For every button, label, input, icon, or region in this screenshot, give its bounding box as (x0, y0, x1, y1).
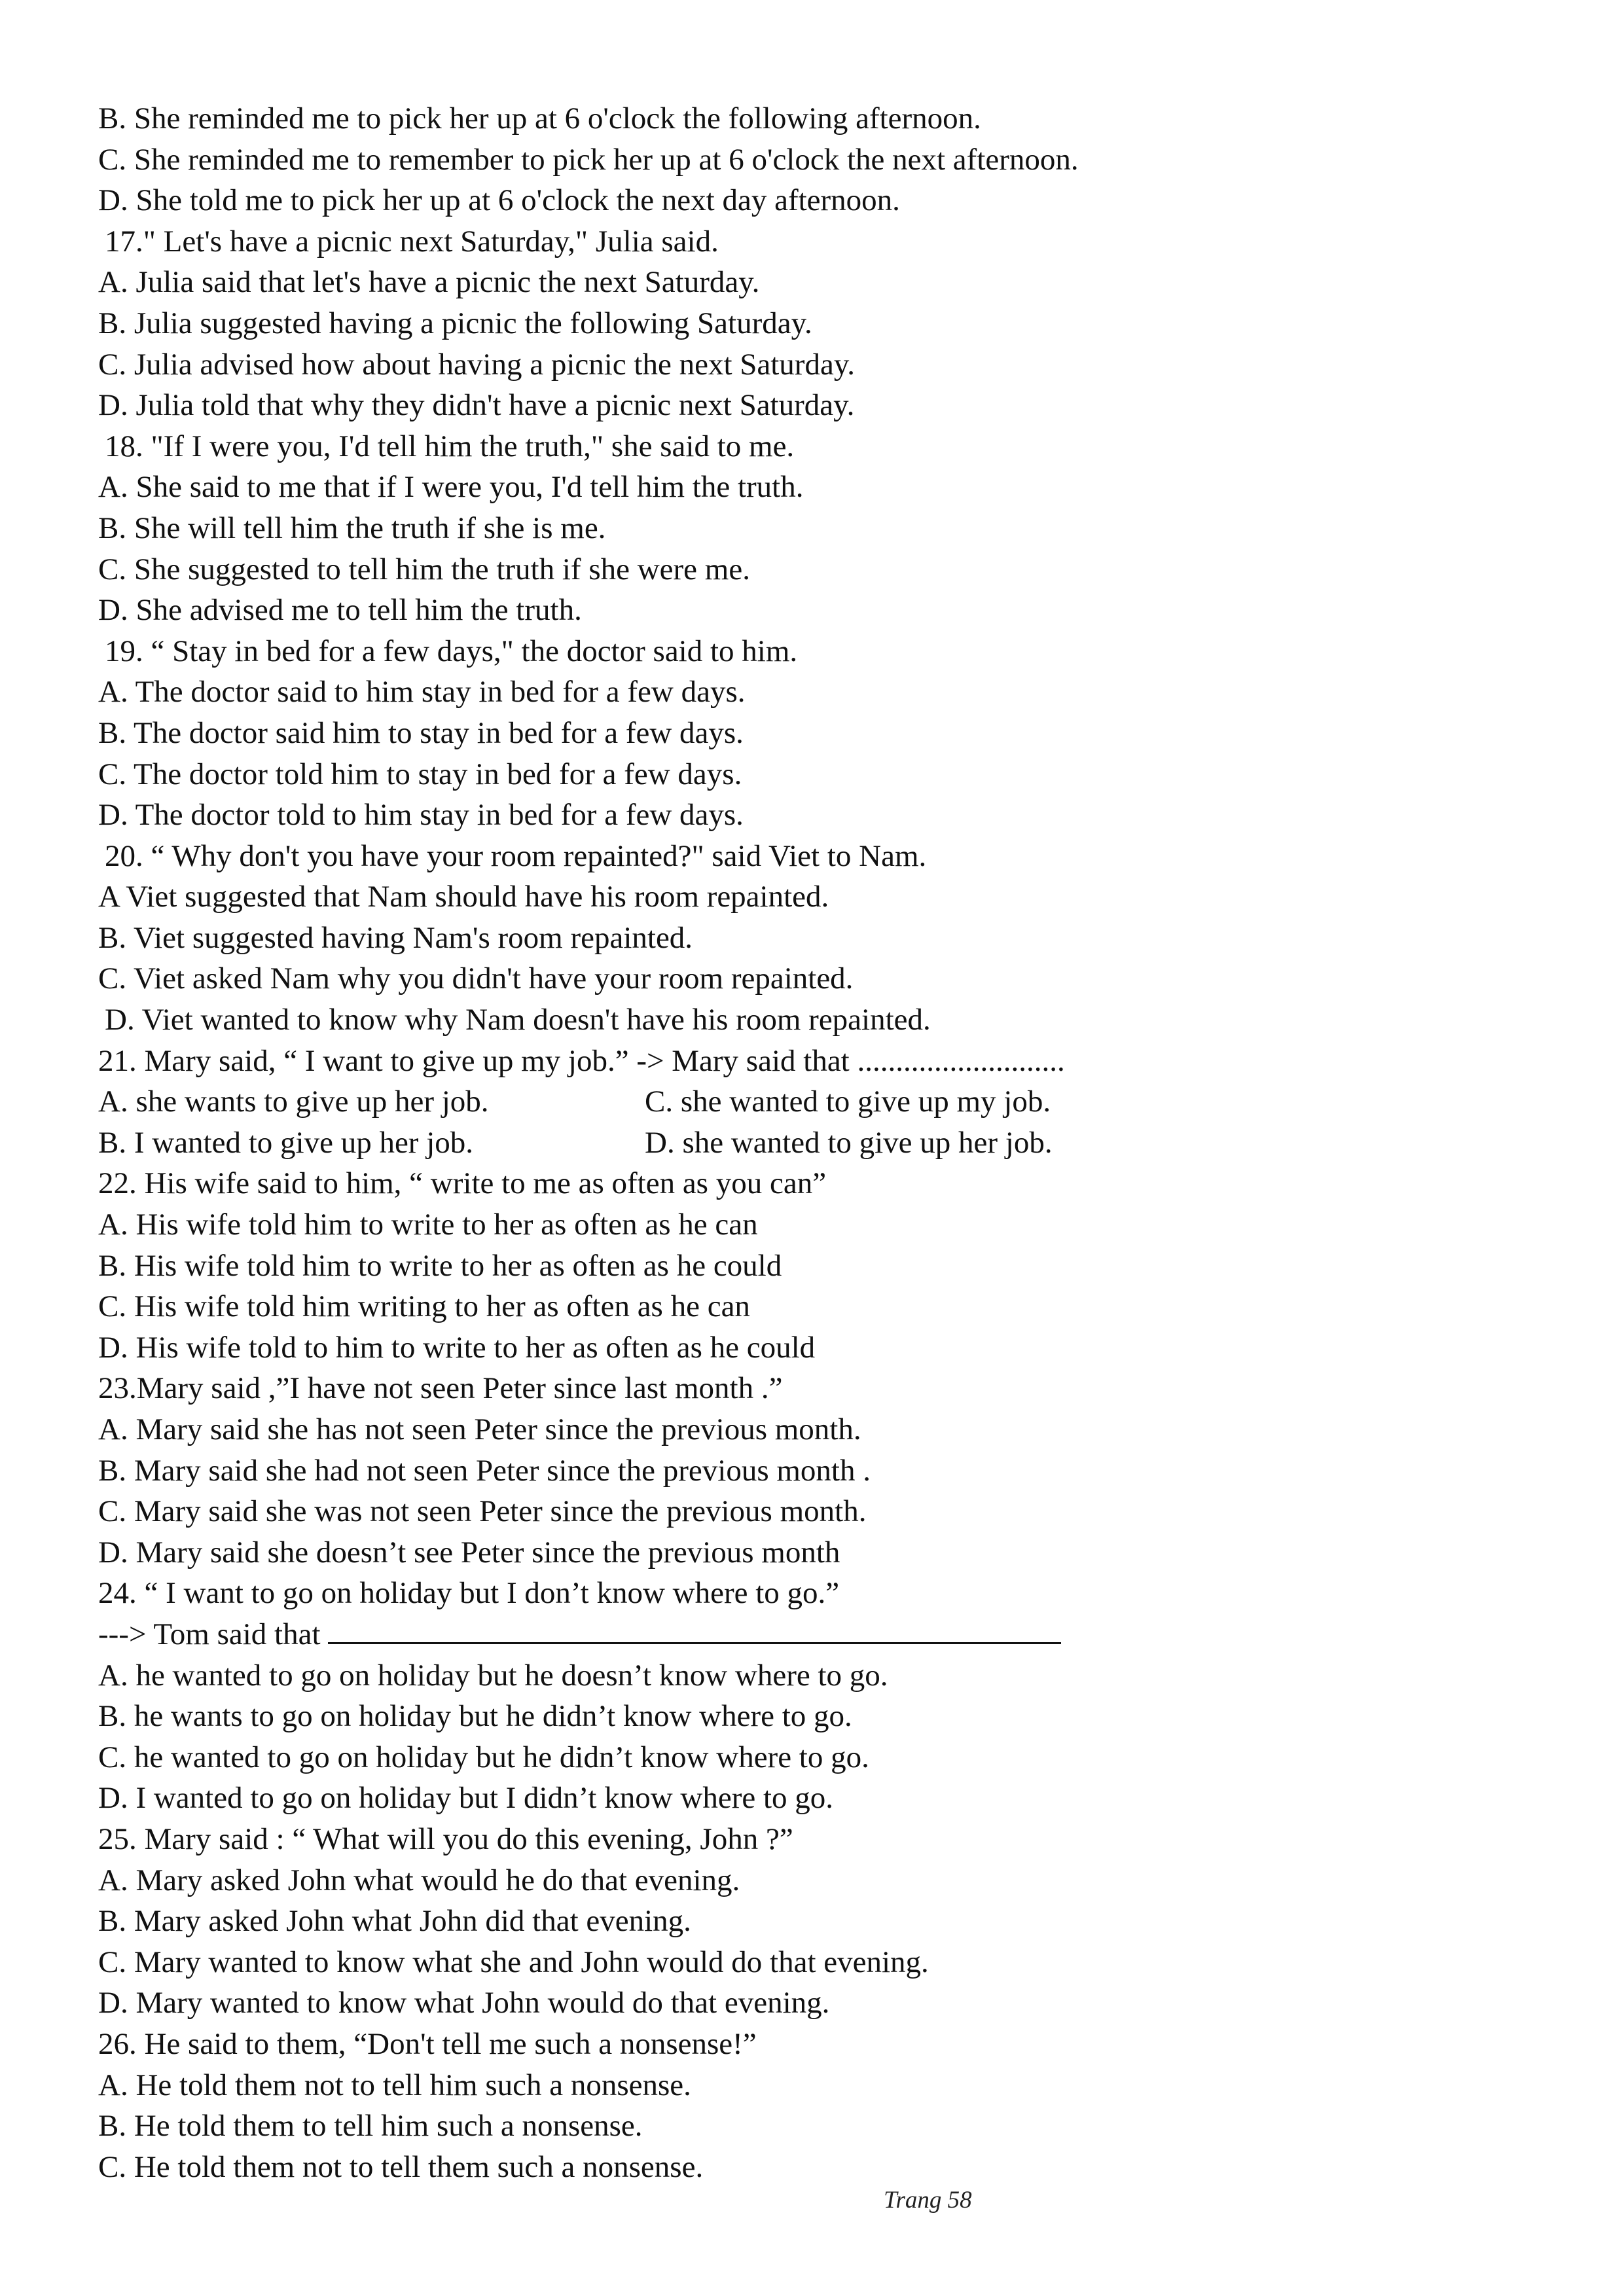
q18-option-d: D. She advised me to tell him the truth. (98, 593, 582, 628)
q24-option-a: A. he wanted to go on holiday but he doesn’t know where to go. (98, 1658, 888, 1693)
q25-option-b: B. Mary asked John what John did that evening. (98, 1904, 691, 1939)
question-22: 22. His wife said to him, “ write to me as often as you can” (98, 1166, 827, 1201)
q26-option-b: B. He told them to tell him such a nonsense. (98, 2109, 643, 2144)
q18-option-b: B. She will tell him the truth if she is me. (98, 511, 606, 545)
question-17: 17." Let's have a picnic next Saturday," Julia said. (105, 224, 719, 259)
q24-option-b: B. he wants to go on holiday but he didn’t know where to go. (98, 1699, 852, 1734)
q17-option-a: A. Julia said that let's have a picnic the next Saturday. (98, 265, 760, 300)
q16-option-c: C. She reminded me to remember to pick her up at 6 o'clock the next afternoon. (98, 142, 1079, 177)
q21-option-c: C. she wanted to give up my job. (645, 1085, 1051, 1119)
q23-option-a: A. Mary said she has not seen Peter since the previous month. (98, 1412, 861, 1446)
q24-prompt-text: ---> Tom said that (98, 1617, 321, 1651)
q24-option-d: D. I wanted to go on holiday but I didn’t know where to go. (98, 1781, 834, 1816)
q16-option-d: D. She told me to pick her up at 6 o'clock the next day afternoon. (98, 183, 900, 218)
q17-option-b: B. Julia suggested having a picnic the following Saturday. (98, 306, 812, 340)
q21-option-d: D. she wanted to give up her job. (645, 1125, 1053, 1160)
q19-option-a: A. The doctor said to him stay in bed for a few days. (98, 675, 746, 709)
q20-option-a: A Viet suggested that Nam should have his room repainted. (98, 880, 829, 914)
question-18: 18. "If I were you, I'd tell him the truth," she said to me. (105, 429, 795, 463)
q22-option-c: C. His wife told him writing to her as often as he can (98, 1289, 750, 1324)
q23-option-c: C. Mary said she was not seen Peter since the previous month. (98, 1494, 867, 1529)
q24-prompt (98, 1614, 1525, 1655)
q17-option-d: D. Julia told that why they didn't have a picnic next Saturday. (98, 388, 855, 423)
q24-option-c: C. he wanted to go on holiday but he didn’t know where to go. (98, 1740, 869, 1774)
q17-option-c: C. Julia advised how about having a picnic the next Saturday. (98, 347, 856, 382)
q22-option-a: A. His wife told him to write to her as often as he can (98, 1208, 758, 1242)
question-20: 20. “ Why don't you have your room repainted?" said Viet to Nam. (105, 838, 927, 873)
q25-option-a: A. Mary asked John what would he do that evening. (98, 1863, 740, 1897)
q20-option-d: D. Viet wanted to know why Nam doesn't have his room repainted. (105, 1003, 931, 1037)
page-number: Trang 58 (884, 2187, 972, 2214)
answer-blank (328, 1616, 1061, 1644)
q26-option-a: A. He told them not to tell him such a nonsense. (98, 2068, 691, 2102)
q23-option-b: B. Mary said she had not seen Peter since the previous month . (98, 1453, 871, 1488)
q22-option-d: D. His wife told to him to write to her as often as he could (98, 1330, 816, 1365)
q21-option-b: B. I wanted to give up her job. (98, 1125, 474, 1160)
q21-options-row-1 (98, 1081, 1525, 1122)
question-21: 21. Mary said, “ I want to give up my job.” -> Mary said that ........................... (98, 1043, 1065, 1078)
question-25: 25. Mary said : “ What will you do this evening, John ?” (98, 1821, 793, 1856)
q22-option-b: B. His wife told him to write to her as often as he could (98, 1248, 782, 1283)
q23-option-d: D. Mary said she doesn’t see Peter since the previous month (98, 1535, 840, 1570)
q16-option-b: B. She reminded me to pick her up at 6 o'clock the following afternoon. (98, 101, 981, 135)
q18-option-c: C. She suggested to tell him the truth if she were me. (98, 552, 750, 586)
document-body (98, 98, 1525, 2187)
q19-option-d: D. The doctor told to him stay in bed for a few days. (98, 798, 744, 833)
question-24: 24. “ I want to go on holiday but I don’t know where to go.” (98, 1576, 840, 1611)
question-26: 26. He said to them, “Don't tell me such a nonsense!” (98, 2026, 757, 2061)
question-23: 23.Mary said ,”I have not seen Peter since last month .” (98, 1371, 783, 1406)
q19-option-c: C. The doctor told him to stay in bed for a few days. (98, 757, 742, 791)
q21-options-row-2 (98, 1122, 1525, 1164)
q20-option-b: B. Viet suggested having Nam's room repainted. (98, 920, 693, 955)
q26-option-c: C. He told them not to tell them such a nonsense. (98, 2149, 704, 2184)
q18-option-a: A. She said to me that if I were you, I'd tell him the truth. (98, 470, 804, 505)
q25-option-d: D. Mary wanted to know what John would do that evening. (98, 1986, 830, 2020)
q21-option-a: A. she wants to give up her job. (98, 1085, 489, 1119)
q19-option-b: B. The doctor said him to stay in bed for a few days. (98, 715, 744, 750)
question-19: 19. “ Stay in bed for a few days," the doctor said to him. (105, 634, 798, 668)
q25-option-c: C. Mary wanted to know what she and John would do that evening. (98, 1945, 929, 1979)
q20-option-c: C. Viet asked Nam why you didn't have your room repainted. (98, 961, 854, 996)
